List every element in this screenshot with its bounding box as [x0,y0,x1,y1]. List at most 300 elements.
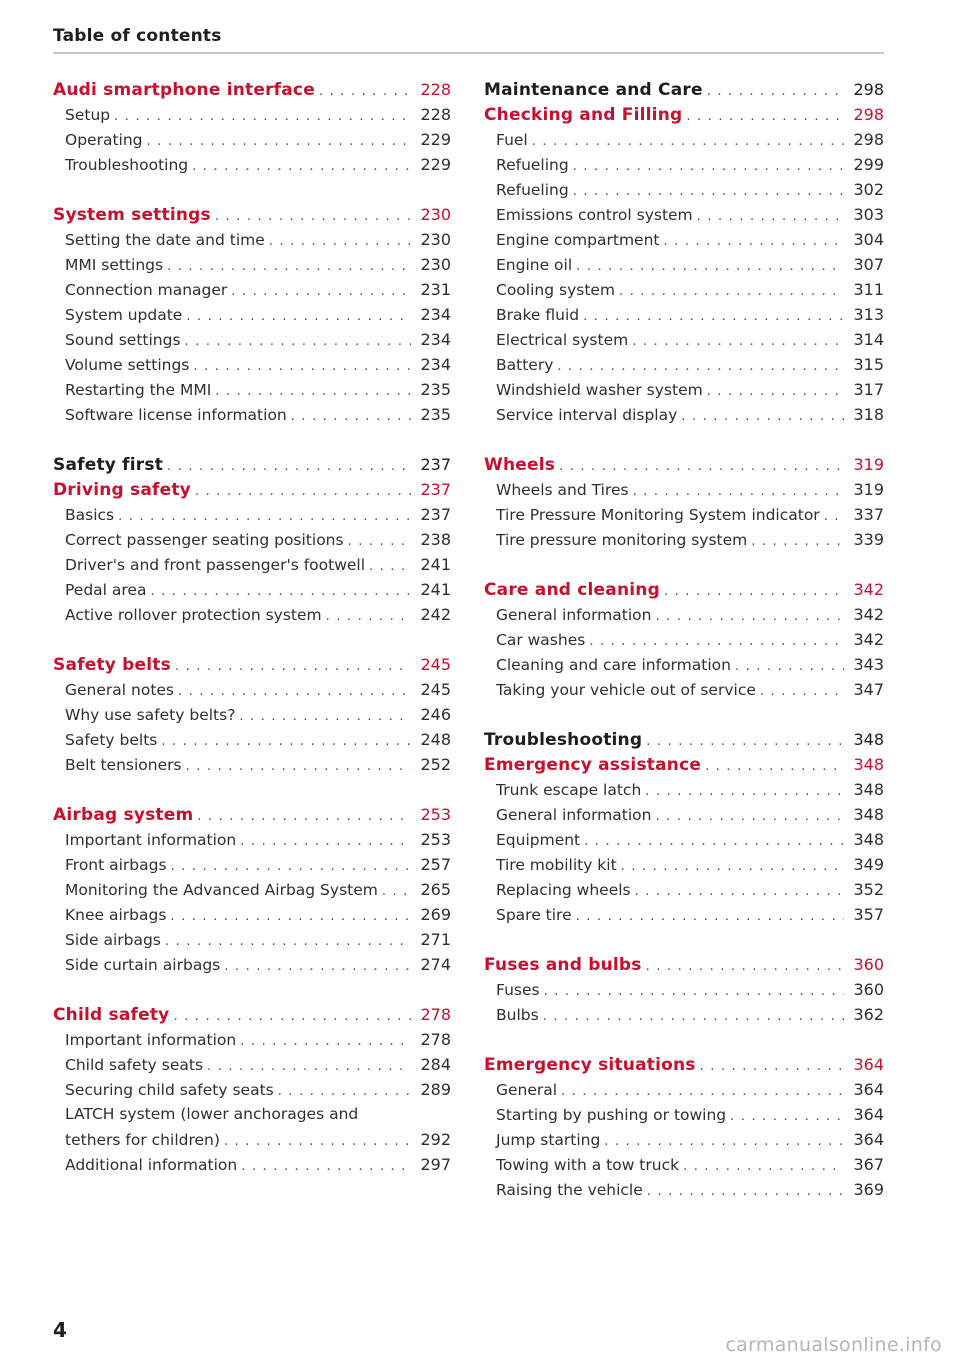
toc-entry[interactable] [484,1152,884,1177]
toc-page-number: 348 [853,780,884,799]
toc-page-number: 299 [853,155,884,174]
toc-entry-label: Connection manager [65,281,228,299]
toc-page-number: 231 [420,280,451,299]
toc-entry[interactable] [484,627,884,652]
dot-leader [170,904,411,929]
toc-entry[interactable] [484,1127,884,1152]
toc-entry-label: System settings [53,205,211,225]
dot-leader [224,954,411,979]
toc-entry[interactable] [484,652,884,677]
toc-page-number: 348 [853,830,884,849]
toc-section-heading[interactable] [53,452,451,477]
toc-entry[interactable] [484,527,884,552]
toc-entry-label: Why use safety belts? [65,706,236,724]
dot-leader [584,829,844,854]
toc-page-number: 253 [420,805,451,824]
toc-entry[interactable] [53,102,451,127]
toc-entry-label: Sound settings [65,331,181,349]
toc-page-number: 253 [420,830,451,849]
dot-leader [114,104,411,129]
section-gap [484,1027,884,1052]
toc-page-number: 311 [853,280,884,299]
toc-entry[interactable] [53,1127,451,1152]
toc-entry-label: Maintenance and Care [484,80,703,100]
dot-leader [707,79,844,104]
toc-section-heading[interactable] [53,77,451,102]
dot-leader [655,804,844,829]
toc-entry-label: Trunk escape latch [496,781,642,799]
dot-leader [319,79,411,104]
toc-page-number: 362 [853,1005,884,1024]
toc-page-number: 278 [420,1030,451,1049]
toc-page-number: 297 [420,1155,451,1174]
section-gap [484,552,884,577]
dot-leader [348,529,411,554]
toc-entry[interactable] [53,752,451,777]
dot-leader [532,129,844,154]
toc-entry-label: Setting the date and time [65,231,265,249]
dot-leader [730,1104,844,1129]
toc-entry-label: Tire mobility kit [496,856,617,874]
dot-leader [751,529,844,554]
toc-entry[interactable] [53,1052,451,1077]
toc-page-number: 289 [420,1080,451,1099]
toc-entry[interactable] [53,352,451,377]
toc-entry[interactable] [484,1177,884,1202]
toc-entry[interactable] [484,977,884,1002]
toc-entry-label: General information [496,806,652,824]
toc-entry-label: General [496,1081,558,1099]
toc-page-number: 364 [853,1080,884,1099]
toc-page-number: 245 [420,655,451,674]
dot-leader [646,729,844,754]
toc-entry[interactable] [53,377,451,402]
toc-entry[interactable] [484,827,884,852]
toc-entry-label: Engine oil [496,256,573,274]
toc-entry[interactable] [484,802,884,827]
dot-leader [576,904,844,929]
toc-page-number: 292 [420,1130,451,1149]
toc-entry-label: Airbag system [53,805,194,825]
toc-page-number: 245 [420,680,451,699]
dot-leader [544,979,844,1004]
toc-entry[interactable] [53,527,451,552]
toc-entry-label: Battery [496,356,554,374]
dot-leader [705,754,844,779]
toc-page-number: 352 [853,880,884,899]
dot-leader [118,504,411,529]
toc-entry[interactable] [53,1152,451,1177]
toc-entry-label: Care and cleaning [484,580,660,600]
toc-right-column [484,77,884,1202]
toc-entry-label: Fuses and bulbs [484,955,642,975]
toc-entry[interactable] [484,852,884,877]
toc-page-number: 313 [853,305,884,324]
toc-page-number: 248 [420,730,451,749]
dot-leader [178,679,411,704]
section-gap [484,927,884,952]
toc-entry-label: Wheels [484,455,556,475]
dot-leader [655,604,844,629]
toc-entry-label: Windshield washer system [496,381,703,399]
dot-leader [735,654,844,679]
toc-entry[interactable] [53,1077,451,1102]
dot-leader [269,229,411,254]
toc-entry[interactable] [484,252,884,277]
toc-page-number: 274 [420,955,451,974]
dot-leader [171,854,411,879]
toc-page-number: 257 [420,855,451,874]
toc-entry-label: Wheels and Tires [496,481,629,499]
toc-page-number: 337 [853,505,884,524]
toc-entry-label: Troubleshooting [65,156,189,174]
toc-entry-label: General notes [65,681,175,699]
toc-entry[interactable] [484,377,884,402]
toc-page-number: 229 [420,130,451,149]
toc-page-number: 269 [420,905,451,924]
toc-entry-label: Bulbs [496,1006,539,1024]
dot-leader [175,654,411,679]
toc-page-number: 237 [420,455,451,474]
dot-leader [215,204,411,229]
toc-page-number: 238 [420,530,451,549]
toc-entry-label: Jump starting [496,1131,601,1149]
toc-entry[interactable] [53,1102,451,1127]
toc-page-number: 252 [420,755,451,774]
toc-entry-label: General information [496,606,652,624]
toc-page-number: 342 [853,605,884,624]
toc-entry-label: Driver's and front passenger's footwell [65,556,366,574]
dot-leader [197,804,411,829]
toc-page-number: 265 [420,880,451,899]
dot-leader [369,554,411,579]
toc-page-number: 319 [853,480,884,499]
toc-entry-label: Operating [65,131,143,149]
toc-entry[interactable] [53,602,451,627]
toc-entry-label: Equipment [496,831,581,849]
toc-entry-label: Securing child safety seats [65,1081,274,1099]
toc-entry[interactable] [484,302,884,327]
dot-leader [240,1029,411,1054]
dot-leader [621,854,844,879]
toc-entry[interactable] [484,777,884,802]
toc-page-number: 237 [420,505,451,524]
dot-leader [824,504,844,529]
toc-page-number: 284 [420,1055,451,1074]
toc-page-number: 304 [853,230,884,249]
header-divider [53,52,884,54]
toc-entry-label: Audi smartphone interface [53,80,315,100]
dot-leader [167,454,411,479]
dot-leader [589,629,844,654]
toc-entry-label: Taking your vehicle out of service [496,681,756,699]
toc-entry-label: Safety belts [53,655,171,675]
toc-page-number: 237 [420,480,451,499]
toc-entry[interactable] [53,852,451,877]
dot-leader [707,379,844,404]
toc-entry[interactable] [53,1027,451,1052]
section-gap [53,777,451,802]
toc-section-heading[interactable] [484,577,884,602]
dot-leader [573,179,844,204]
dot-leader [240,829,411,854]
toc-page-number: 367 [853,1155,884,1174]
toc-page-number: 343 [853,655,884,674]
toc-page-number: 364 [853,1130,884,1149]
toc-entry-label: tethers for children) [65,1131,220,1149]
dot-leader [224,1129,411,1154]
toc-entry[interactable] [484,152,884,177]
toc-entry[interactable] [53,402,451,427]
dot-leader [382,879,411,904]
toc-page-number: 229 [420,155,451,174]
toc-entry-label: Checking and Filling [484,105,683,125]
toc-entry-label: Brake fluid [496,306,580,324]
toc-section-heading[interactable] [53,652,451,677]
watermark: carmanualsonline.info [725,1334,942,1356]
dot-leader [646,954,844,979]
toc-entry-label: Electrical system [496,331,629,349]
toc-entry[interactable] [53,552,451,577]
toc-page-number: 303 [853,205,884,224]
dot-leader [195,479,411,504]
toc-entry-label: Car washes [496,631,586,649]
dot-leader [185,329,411,354]
section-gap [53,977,451,1002]
dot-leader [193,354,411,379]
toc-page-number: 342 [853,580,884,599]
toc-page-number: 228 [420,80,451,99]
toc-entry-label: Cooling system [496,281,616,299]
section-gap [53,427,451,452]
toc-entry-label: Child safety [53,1005,170,1025]
toc-entry[interactable] [484,202,884,227]
dot-leader [583,304,844,329]
toc-entry-label: Emergency situations [484,1055,696,1075]
dot-leader [150,579,411,604]
toc-section-heading[interactable] [53,1002,451,1027]
toc-entry[interactable] [484,177,884,202]
toc-entry-label: Active rollover protection system [65,606,322,624]
dot-leader [635,879,844,904]
dot-leader [215,379,411,404]
toc-entry-label: Cleaning and care information [496,656,731,674]
dot-leader [664,579,844,604]
toc-entry[interactable] [53,827,451,852]
toc-entry[interactable] [53,127,451,152]
toc-page-number: 369 [853,1180,884,1199]
toc-entry-label: Restarting the MMI [65,381,212,399]
toc-entry[interactable] [53,927,451,952]
toc-entry-label: Monitoring the Advanced Airbag System [65,881,378,899]
dot-leader [645,779,844,804]
toc-entry[interactable] [484,677,884,702]
dot-leader [700,1054,844,1079]
toc-entry-label: Engine compartment [496,231,660,249]
toc-section-heading[interactable] [484,952,884,977]
toc-page-number: 339 [853,530,884,549]
dot-leader [559,454,844,479]
toc-entry[interactable] [484,1077,884,1102]
toc-page-number: 348 [853,755,884,774]
toc-entry[interactable] [53,727,451,752]
dot-leader [239,704,411,729]
toc-entry-label: Towing with a tow truck [496,1156,680,1174]
toc-page-number: 314 [853,330,884,349]
toc-section-heading[interactable] [484,1052,884,1077]
dot-leader [291,404,411,429]
dot-leader [573,154,844,179]
dot-leader [576,254,844,279]
toc-section-heading[interactable] [53,202,451,227]
toc-page-number: 360 [853,980,884,999]
toc-entry[interactable] [53,277,451,302]
toc-page-number: 298 [853,130,884,149]
dot-leader [543,1004,844,1029]
toc-page-number: 235 [420,405,451,424]
toc-entry-label: Knee airbags [65,906,167,924]
dot-leader [760,679,844,704]
toc-entry[interactable] [53,677,451,702]
toc-entry-label: Spare tire [496,906,572,924]
dot-leader [231,279,411,304]
toc-entry-label: Additional information [65,1156,238,1174]
toc-entry[interactable] [484,1002,884,1027]
toc-entry-label: MMI settings [65,256,164,274]
toc-entry-label: Side curtain airbags [65,956,221,974]
toc-entry[interactable] [53,252,451,277]
toc-entry[interactable] [53,152,451,177]
toc-entry-label: Fuel [496,131,528,149]
dot-leader [632,329,844,354]
toc-section-heading[interactable] [53,802,451,827]
toc-entry-label: Software license information [65,406,287,424]
section-gap [53,177,451,202]
toc-page-number: 271 [420,930,451,949]
toc-entry[interactable] [484,1102,884,1127]
toc-page-number: 228 [420,105,451,124]
toc-entry[interactable] [484,502,884,527]
page-header-title: Table of contents [53,26,222,46]
toc-entry[interactable] [53,327,451,352]
toc-page-number: 319 [853,455,884,474]
toc-entry[interactable] [53,702,451,727]
toc-entry-label: Driving safety [53,480,191,500]
toc-entry[interactable] [484,402,884,427]
dot-leader [186,754,411,779]
toc-entry-label: Belt tensioners [65,756,182,774]
dot-leader [604,1129,844,1154]
toc-entry[interactable] [53,952,451,977]
dot-leader [681,404,844,429]
toc-entry[interactable] [484,352,884,377]
toc-entry[interactable] [53,877,451,902]
toc-entry[interactable] [484,277,884,302]
section-gap [484,427,884,452]
dot-leader [663,229,844,254]
toc-entry[interactable] [53,227,451,252]
toc-page-number: 349 [853,855,884,874]
toc-page-number: 357 [853,905,884,924]
dot-leader [683,1154,844,1179]
toc-entry-label: Important information [65,831,237,849]
toc-entry[interactable] [484,602,884,627]
dot-leader [241,1154,411,1179]
toc-section-heading[interactable] [484,452,884,477]
toc-entry[interactable] [53,577,451,602]
toc-entry-label: Basics [65,506,115,524]
toc-entry[interactable] [484,127,884,152]
toc-entry-label: Emergency assistance [484,755,702,775]
toc-entry[interactable] [484,477,884,502]
toc-section-heading[interactable] [484,727,884,752]
toc-page-number: 348 [853,730,884,749]
toc-entry-label: Correct passenger seating positions [65,531,344,549]
toc-page-number: 235 [420,380,451,399]
toc-entry[interactable] [484,877,884,902]
toc-entry[interactable] [484,902,884,927]
dot-leader [633,479,844,504]
toc-entry[interactable] [53,302,451,327]
toc-entry-label: Safety first [53,455,164,475]
toc-entry-label: Starting by pushing or towing [496,1106,727,1124]
toc-page-number: 298 [853,80,884,99]
toc-entry-label: Safety belts [65,731,158,749]
toc-entry-label: Emissions control system [496,206,693,224]
toc-page-number: 230 [420,230,451,249]
toc-page-number: 315 [853,355,884,374]
toc-page-number: 230 [420,255,451,274]
toc-entry-label: Volume settings [65,356,190,374]
toc-page-number: 348 [853,805,884,824]
toc-section-heading[interactable] [484,77,884,102]
toc-page-number: 342 [853,630,884,649]
toc-page-number: 302 [853,180,884,199]
toc-section-heading[interactable] [484,752,884,777]
toc-entry[interactable] [53,902,451,927]
toc-entry-label: Tire Pressure Monitoring System indicator [496,506,820,524]
toc-page-number: 234 [420,330,451,349]
toc-section-heading[interactable] [484,102,884,127]
toc-entry[interactable] [484,227,884,252]
toc-page-number: 230 [420,205,451,224]
section-gap [53,627,451,652]
toc-entry-label: Refueling [496,156,569,174]
dot-leader [192,154,411,179]
toc-entry-label: Tire pressure monitoring system [496,531,748,549]
toc-entry-label: Replacing wheels [496,881,631,899]
dot-leader [161,729,411,754]
toc-entry[interactable] [53,502,451,527]
toc-entry-label: Child safety seats [65,1056,204,1074]
toc-page-number: 278 [420,1005,451,1024]
toc-page-number: 246 [420,705,451,724]
toc-entry-label: Pedal area [65,581,147,599]
toc-entry-label: Service interval display [496,406,678,424]
dot-leader [686,104,844,129]
dot-leader [647,1179,844,1204]
toc-entry-label: Setup [65,106,111,124]
toc-entry-label: Troubleshooting [484,730,643,750]
toc-page-number: 364 [853,1105,884,1124]
dot-leader [207,1054,411,1079]
toc-page-number: 318 [853,405,884,424]
toc-entry[interactable] [484,327,884,352]
toc-section-heading[interactable] [53,477,451,502]
toc-entry-label: LATCH system (lower anchorages and [65,1105,359,1123]
toc-entry-label: System update [65,306,183,324]
toc-page-number: 360 [853,955,884,974]
